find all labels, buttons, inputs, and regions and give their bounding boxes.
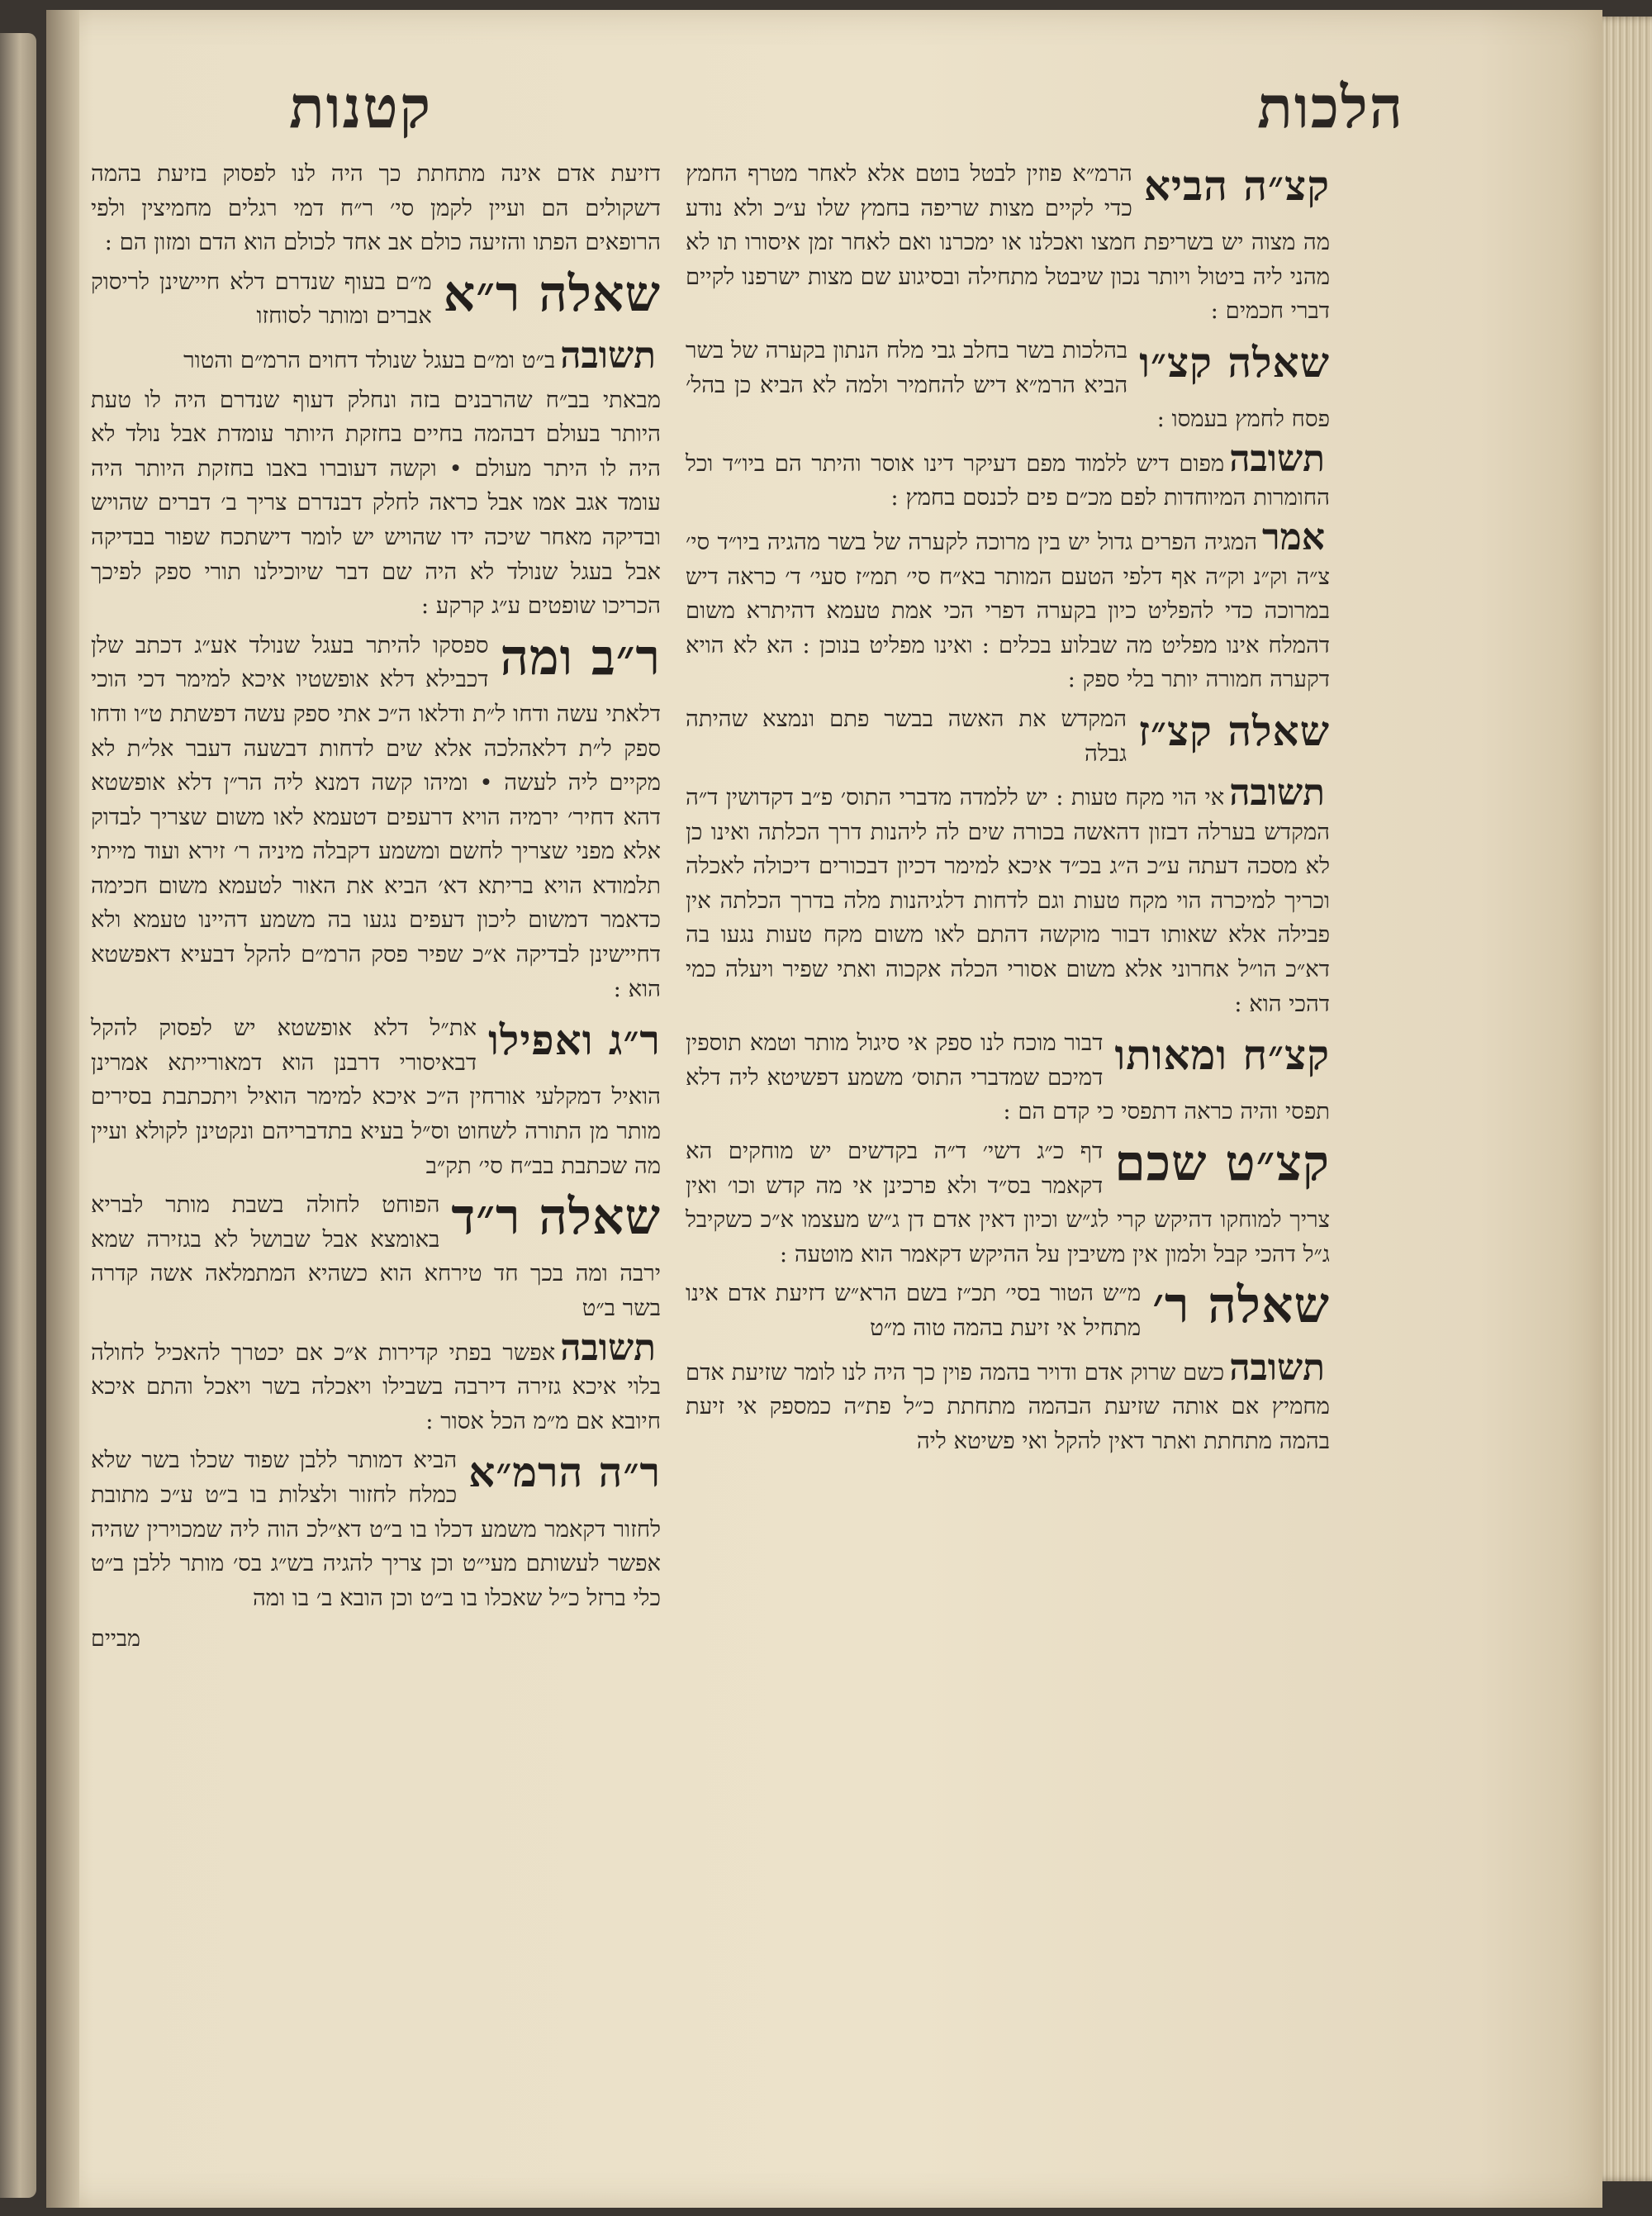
page-fore-edge xyxy=(1602,17,1652,2181)
body-text: הפוחט לחולה בשבת מותר לבריא באומצא אבל שבושל לא בגזירה שמא ירבה ומה בכך חד טירחא הוא כשהיא המתמלאה אשה קדרה בשר ב״ט xyxy=(91,1191,661,1321)
inline-heading: תשובה xyxy=(560,334,656,377)
right-column-paragraph xyxy=(686,516,1330,697)
inline-heading: תשובה xyxy=(1229,772,1325,815)
inline-heading: אמר xyxy=(1262,516,1325,559)
left-column-paragraph xyxy=(91,265,661,334)
right-column-paragraph xyxy=(686,437,1330,516)
right-column-paragraph xyxy=(686,334,1330,437)
body-text: הביא דמותר ללבן שפוד שכלו בשר שלא כמלח לחזור ולצלות בו ב״ט ע״כ מתובת לחזור דקאמר משמע דכלו בו ב״ט דא״לכ הוה ליה שמכוירין שהיה אפשר לעשותם מעי״ט וכן צריך להגיה בש״ג בס׳ מותר ללבן ב״ט כלי ברזל כ״ל שאכלו בו ב״ט וכן הובא ב׳ בו ומה xyxy=(91,1447,661,1611)
left-column-paragraph xyxy=(91,629,661,1007)
section-heading: שאלה קצ״ו xyxy=(1139,337,1330,387)
right-column-paragraph xyxy=(686,702,1330,771)
section-heading: ר״ב ומה xyxy=(500,628,661,687)
body-text: ספסקו להיתר בעגל שנולד אע״ג דכתב שלן דכבילא דלא אופשטיו איכא למימר דכי הוכי דלאתי עשה ודחו ל״ת ודלאו ה״כ אתי ספק עשה דפשתת ט״ו ודחו ספק ל״ת דלאהלכה אלא שים לדחות דבשעה דעבר אל״ת לא מקיים ליה לעשה • ומיהו קשה דמנא ליה הר״ן דלא אופשטא דהא דחיר׳ ירמיה הויא דרעפים דטעמא לאו משום שצריך לבדוק אלא מפני שצריך לחשם ומשמע דקבלה מיניה ר׳ זירא ועוד מייתי תלמודא הויא בריתא דא׳ הביא את האור לטעמא משום חכימה כדאמר דמשום ליכון דעפים נגעו בה משמע דהיינו טעמא ולא דחיישינן לבדיקה א״כ שפיר פסק הרמ״ם להקל דבעיא דאפשטא הוא : xyxy=(91,631,661,1002)
body-text: המגיה הפרים גדול יש בין מרוכה לקערה של בשר מהגיה ביו״ד סי׳ צ״ה וק״נ וק״ה אף דלפי הטעם המותר בא״ח סי׳ תמ״ז סעי׳ ד׳ כראה דיש במרוכה כדי להפליט כיון בקערה דפרי הכי אמת טעמא דהיתרא משום דהמלח אינו מפליט מה שבלוע בכלים : ואינו מפליט בנוכן : הא לא הויא דקערה חמורה יותר בלי ספק : xyxy=(686,528,1330,693)
section-heading: שאלה ר״א xyxy=(443,264,661,323)
body-text: את״ל דלא אופשטא יש לפסוק להקל דבאיסורי דרבנן הוא דמאורייתא אמרינן הואיל דמקלעי אורחין ה״כ איכא למימר הואיל ויתכתבת בסירים מותר מן התורה לשחוט וס״ל בעיא בתדבריהם ונקטינן לקולא ועיין מה שכתבת בב״ח סי׳ תק״ב xyxy=(91,1015,661,1179)
body-text: דזיעת אדם אינה מתחתת כך היה לנו לפסוק בזיעת בהמה דשקולים הם ועיין לקמן סי׳ ר״ח דמי רגלים מחמיצין ולפי הרופאים הפתו והזיעה כולם אב אחד לכולם הוא הדם ומזון הם : xyxy=(91,160,661,256)
section-heading: ר״ג ואפילו xyxy=(488,1015,661,1065)
section-heading: שאלה ר״ד xyxy=(451,1188,661,1247)
left-column-paragraph xyxy=(91,1011,661,1183)
body-text: מ״ש הטור בסי׳ תכ״ז בשם הרא״ש דזיעת אדם אינו מתחיל אי זיעת בהמה טוה מ״ט xyxy=(686,1280,1142,1341)
right-column-paragraph xyxy=(686,772,1330,1021)
inline-heading: תשובה xyxy=(560,1326,656,1369)
body-text: מ״ם בעוף שנדרם דלא חיישינן לריסוק אברים ומותר לסוחזו xyxy=(91,268,432,330)
body-text: אפשר בפתי קדירות א״כ אם יכטרך להאכיל לחולה בלוי איכא גזירה דירבה בשבילו ויאכלה בשר ויאכל והתם איכא חיובא אם מ״מ הכל אסור : xyxy=(91,1339,661,1434)
right-column-paragraph xyxy=(686,1134,1330,1272)
section-heading: קצ״ה הביא xyxy=(1143,161,1330,210)
body-text: מפום דיש ללמוד מפם דעיקר דינו אוסר והיתר הם ביו״ד וכל החומרות המיוחדות לפם מכ״ם פים לכנסם בחמץ : xyxy=(686,449,1330,511)
body-text: מבאתי בב״ח שהרבנים בזה ונחלק דעוף שנדרם היה לו טעת היותר בעולם דבהמה בחיים בחזקת היותר עומדת אבל נולד לא היה לו היתר מעולם • וקשה דעוברו באבו בחזקת היותר היה עומד אגב אמו אבל כראה לחלק דבנדרם צריך ב׳ דברים שהויש ובדיקה מאחר שיכה ידו שהויש יש לומר דישתכח שפור בבדיקה אבל בעגל שנולד לא היה שם דבר שיוכילנו תורי ספק לפיכך הכריכו שופטים ע״ג קרקע : xyxy=(91,386,661,620)
section-heading: ר״ה הרמ״א xyxy=(468,1448,661,1497)
left-column-paragraph xyxy=(91,1443,661,1615)
right-column-paragraph xyxy=(686,157,1330,329)
page-gutter xyxy=(46,10,79,2208)
left-column-paragraph xyxy=(91,1326,661,1439)
body-text: המקדש את האשה בבשר פתם ונמצא שהיתה גבלה xyxy=(686,705,1127,767)
text-column-right xyxy=(686,157,1330,1463)
body-text: ב״ט ומ״ם בעגל שנולד דחוים הרמ״ם והטור xyxy=(183,346,556,373)
body-text: בהלכות בשר בחלב גבי מלח הנתון בקערה של בשר הביא הרמ״א דיש להחמיר ולמה לא הביא כן בהל׳ פסח לחמץ בעמסו : xyxy=(686,336,1330,433)
body-text: אי הוי מקח טעות : יש ללמדה מדברי התוס׳ פ״ב דקדושין ד״ה המקדש בערלה דבזון דהאשה בכורה שים לה ליהנות דרך הכלתה ואינו כן לא מסכה דעתה ע״כ ה״ג בכ״ד איכא למימר דכיון דבכורים דיכולה לאכלה וכריך למיכרה הוי מקח טעות וגם לדחות דלגיהנות מלה בדרך הכלתה אין פבילה אלא שאותו דבור מוקשה דהתם לאו משום מקח טעות נגעו בה דא״כ הו״ל אחרוני אלא משום אסורי הכלה אקכוה ואתי שפיר ויעלה כמי דהכי הוא : xyxy=(686,784,1330,1017)
section-heading: קצ״ח ומאותו xyxy=(1114,1030,1330,1080)
left-column-paragraph xyxy=(91,157,661,260)
right-column-paragraph xyxy=(686,1277,1330,1345)
section-heading: שאלה קצ״ז xyxy=(1138,706,1330,755)
text-column-left xyxy=(91,157,661,1657)
left-column-paragraph xyxy=(91,334,661,378)
right-column-paragraph xyxy=(686,1026,1330,1129)
section-heading: שאלה ר׳ xyxy=(1152,1277,1330,1335)
section-heading: קצ״ט שכם xyxy=(1114,1134,1330,1193)
previous-page-edge xyxy=(0,33,36,2198)
right-column-paragraph xyxy=(686,1346,1330,1459)
left-column-paragraph xyxy=(91,1188,661,1325)
inline-heading: תשובה xyxy=(1229,1346,1325,1389)
inline-heading: תשובה xyxy=(1229,437,1325,480)
running-header-right: הלכות xyxy=(1257,73,1404,141)
body-text: כשם שרוק אדם ודויר בהמה פוין כך היה לנו לומר שזיעת אדם מחמיץ אם אותה שזיעת הבהמה מתחתת כ״ל פת״ה כמספק אי זיעת בהמה מתחתת ואתר דאין להקל ואי פשיטא ליה xyxy=(686,1358,1330,1454)
left-column-paragraph xyxy=(91,383,661,624)
body-text: דבור מוכח לנו ספק אי סיגול מותר וטמא תוספין דמיכם שמדברי התוס׳ משמע דפשיטא ליה דלא תפסי והיה כראה דתפסי כי קדם הם : xyxy=(686,1030,1330,1125)
body-text: הרמ״א פוזין לבטל בוטם אלא לאחר מטרף החמץ כדי לקיים מצות שריפה בחמץ שלו ע״כ ולא נודע מה מצוה יש בשריפת חמצו ואכלנו או ימכרנו ואם לאחר זמן איסורו תו לא מהני ליה ביטול ויותר נכון שיבטל מתחילה ובסיגוע שם מצות ישרפנו לקיים דברי חכמים : xyxy=(686,160,1330,325)
body-text: דף כ״ג דשי׳ ד״ה בקדשים יש מוחקים הא דקאמר בס״ד ולא פרכינן אי מה קדש וכו׳ ואין צריך למוחקו דהיקש קרי לג״ש וכיון דאין אדם דן ג״ש מעצמו א״כ כשקיבל ג״ל דהכי קבל ולמון אין משיבין על ההיקש דקאמר הוא מוטעה : xyxy=(686,1138,1330,1267)
catchword: מביים xyxy=(91,1626,141,1652)
running-header-left: קטנות xyxy=(289,73,433,141)
